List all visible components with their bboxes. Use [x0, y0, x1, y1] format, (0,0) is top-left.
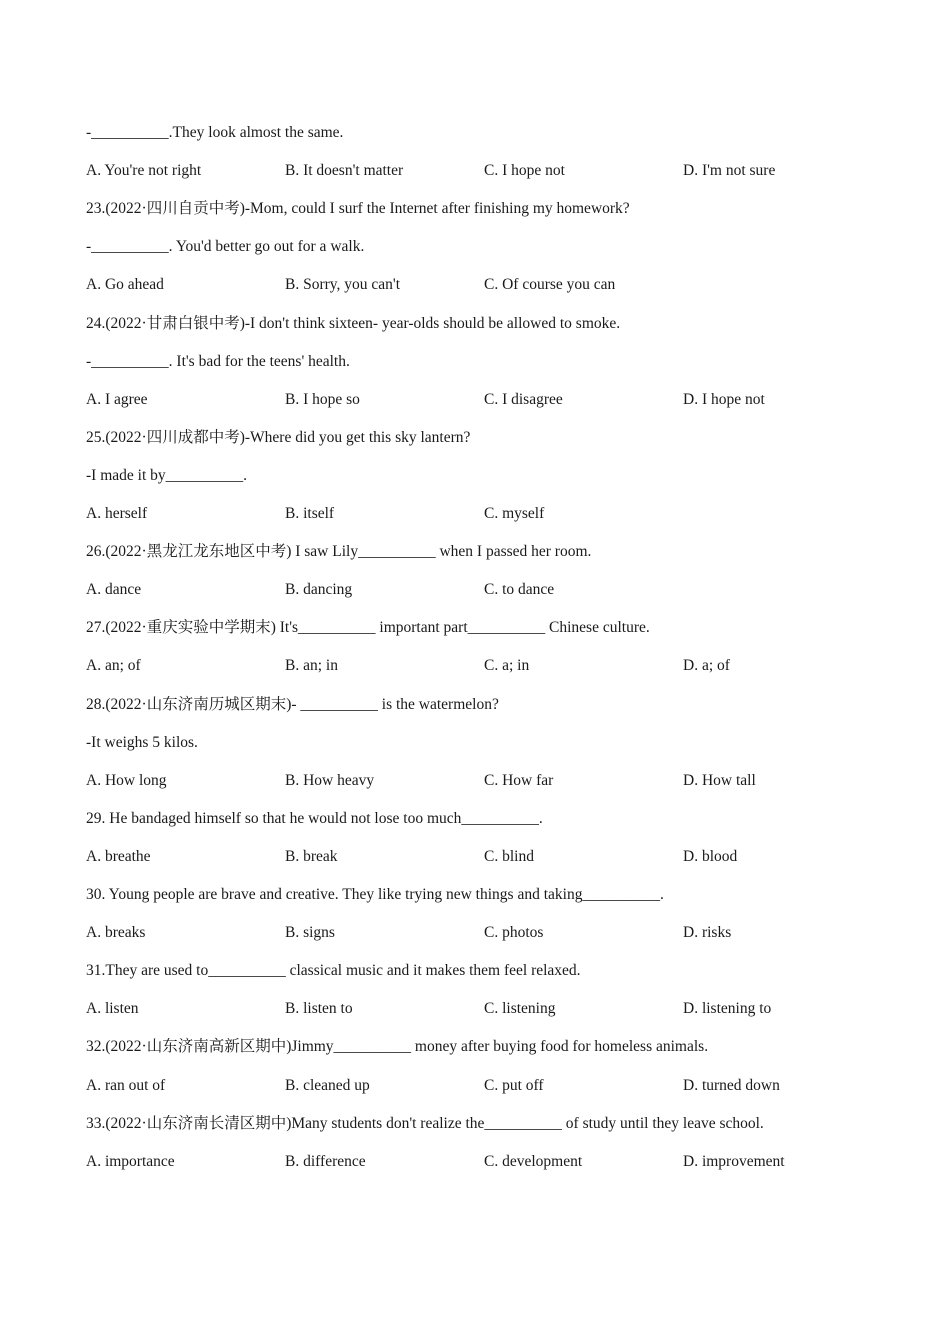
- answer-option: D. How tall: [683, 771, 756, 789]
- answer-option: D. listening to: [683, 1000, 772, 1018]
- answer-option: A. You're not right: [86, 162, 202, 180]
- answer-option: A. listen: [86, 1000, 139, 1018]
- question-line: -__________. You'd better go out for a walk.: [86, 238, 365, 256]
- answer-option: B. I hope so: [285, 390, 360, 408]
- answer-option: C. blind: [484, 847, 534, 865]
- answer-option: A. Go ahead: [86, 276, 164, 294]
- question-line: 29. He bandaged himself so that he would not lose too much__________.: [86, 809, 543, 827]
- question-line: 28.(2022·山东济南历城区期末)- __________ is the watermelon?: [86, 695, 499, 713]
- answer-option: A. importance: [86, 1152, 175, 1170]
- option-row: [86, 999, 866, 1019]
- question-line: 26.(2022·黑龙江龙东地区中考) I saw Lily__________ when I passed her room.: [86, 543, 592, 561]
- question-line: 24.(2022·甘肃白银中考)-I don't think sixteen- year-olds should be allowed to smoke.: [86, 314, 621, 332]
- answer-option: A. herself: [86, 505, 148, 522]
- answer-option: C. to dance: [484, 581, 555, 599]
- answer-option: A. breaks: [86, 924, 146, 942]
- answer-option: C. I hope not: [484, 162, 565, 180]
- answer-option: C. listening: [484, 1000, 556, 1018]
- question-line: 27.(2022·重庆实验中学期末) It's__________ important part__________ Chinese culture.: [86, 619, 650, 637]
- question-line: 25.(2022·四川成都中考)-Where did you get this sky lantern?: [86, 428, 471, 446]
- answer-option: B. difference: [285, 1152, 366, 1170]
- answer-option: C. a; in: [484, 657, 530, 675]
- question-line: -__________.They look almost the same.: [86, 124, 344, 141]
- answer-option: A. ran out of: [86, 1076, 166, 1094]
- answer-option: C. put off: [484, 1076, 544, 1094]
- question-line: 32.(2022·山东济南高新区期中)Jimmy__________ money after buying food for homeless animals.: [86, 1038, 709, 1056]
- answer-option: B. cleaned up: [285, 1076, 370, 1094]
- question-line: 33.(2022·山东济南长清区期中)Many students don't realize the__________ of study until they leave school.: [86, 1114, 764, 1132]
- answer-option: B. How heavy: [285, 771, 375, 789]
- option-row: [86, 656, 866, 676]
- option-row: [86, 923, 866, 943]
- answer-option: A. an; of: [86, 657, 141, 675]
- question-line: -I made it by__________.: [86, 466, 248, 484]
- answer-option: C. myself: [484, 505, 545, 522]
- answer-option: A. How long: [86, 771, 167, 789]
- answer-option: A. breathe: [86, 847, 151, 865]
- option-row: [86, 580, 866, 600]
- answer-option: C. How far: [484, 771, 554, 789]
- answer-option: D. turned down: [683, 1076, 780, 1094]
- answer-option: B. dancing: [285, 581, 353, 599]
- question-line: 23.(2022·四川自贡中考)-Mom, could I surf the Internet after finishing my homework?: [86, 200, 630, 218]
- answer-option: B. It doesn't matter: [285, 162, 404, 180]
- answer-option: D. I hope not: [683, 390, 765, 408]
- option-row: [86, 275, 866, 295]
- answer-option: D. a; of: [683, 657, 730, 675]
- answer-option: B. listen to: [285, 1000, 353, 1018]
- answer-option: C. photos: [484, 924, 544, 942]
- option-row: [86, 161, 866, 181]
- answer-option: C. Of course you can: [484, 276, 616, 294]
- option-row: [86, 1076, 866, 1096]
- answer-option: A. I agree: [86, 390, 148, 408]
- answer-option: C. I disagree: [484, 390, 563, 408]
- answer-option: B. break: [285, 847, 338, 865]
- answer-option: B. itself: [285, 505, 335, 522]
- answer-option: D. blood: [683, 847, 738, 865]
- question-line: -It weighs 5 kilos.: [86, 733, 198, 751]
- answer-option: D. improvement: [683, 1152, 785, 1170]
- question-line: 30. Young people are brave and creative. They like trying new things and taking__________.: [86, 886, 664, 903]
- option-row: [86, 390, 866, 410]
- option-row: [86, 504, 866, 524]
- option-row: [86, 771, 866, 791]
- answer-option: D. risks: [683, 924, 732, 942]
- option-row: [86, 847, 866, 867]
- answer-option: D. I'm not sure: [683, 162, 776, 180]
- question-line: -__________. It's bad for the teens' health.: [86, 352, 350, 370]
- answer-option: C. development: [484, 1152, 583, 1170]
- question-line: 31.They are used to__________ classical music and it makes them feel relaxed.: [86, 962, 581, 980]
- answer-option: A. dance: [86, 581, 142, 599]
- answer-option: B. an; in: [285, 657, 338, 675]
- option-row: [86, 1152, 866, 1172]
- answer-option: B. Sorry, you can't: [285, 276, 401, 294]
- answer-option: B. signs: [285, 924, 335, 942]
